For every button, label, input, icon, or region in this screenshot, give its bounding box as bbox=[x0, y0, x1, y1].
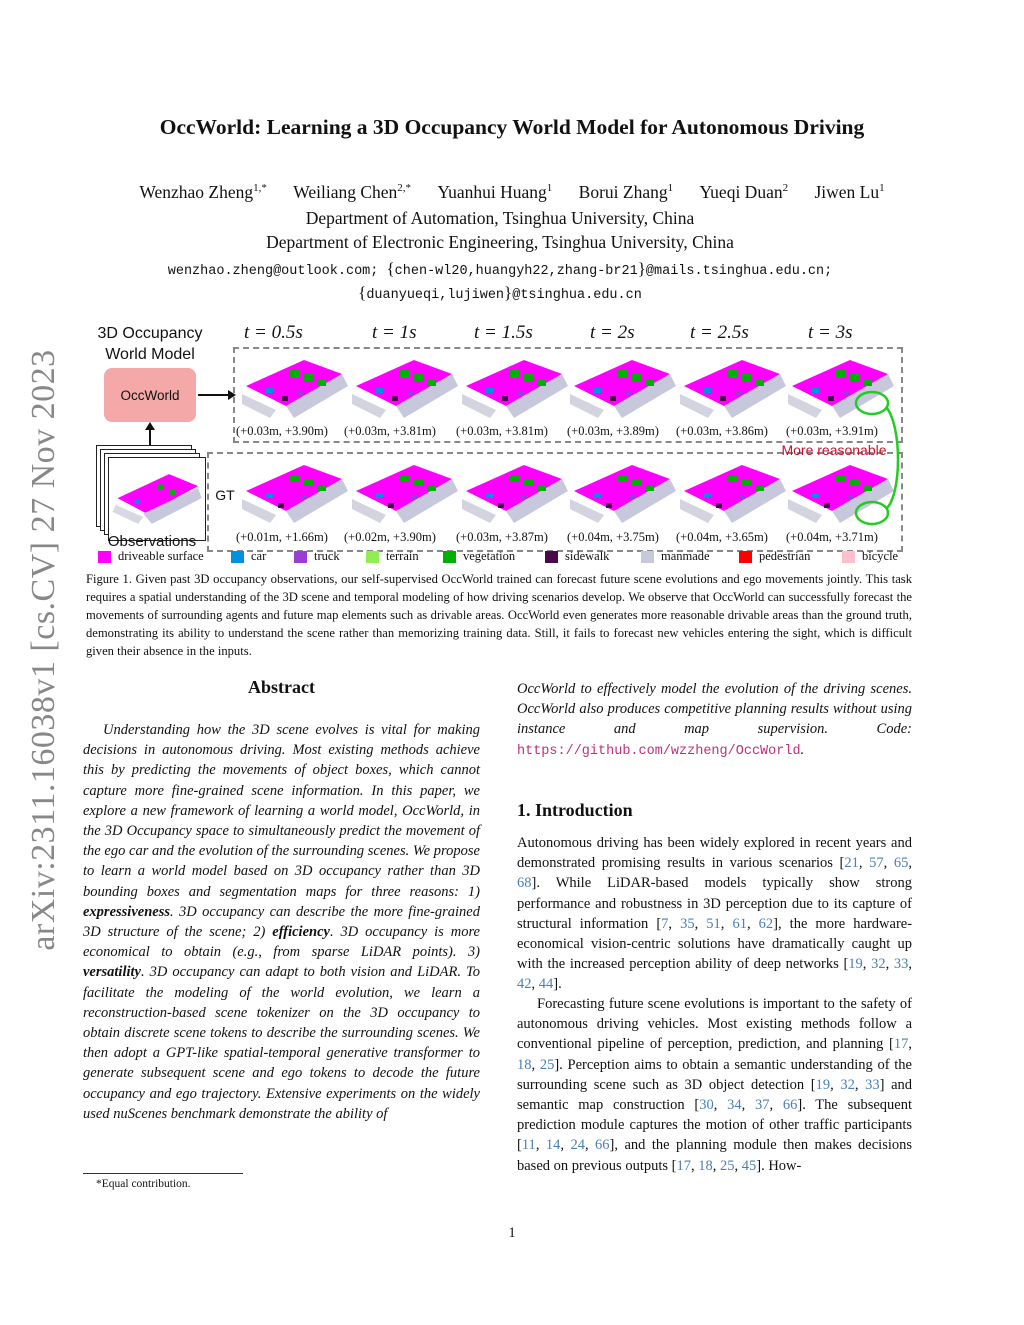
legend-item: vegetation bbox=[443, 549, 515, 564]
citation-link[interactable]: 19 bbox=[815, 1076, 831, 1093]
arxiv-id: arXiv:2311.16038v1 [cs.CV] 27 Nov 2023 bbox=[25, 349, 62, 951]
citation-link[interactable]: 68 bbox=[517, 875, 532, 892]
more-reasonable-label: More reasonable bbox=[781, 442, 887, 458]
author: Yueqi Duan$^2$ bbox=[699, 182, 789, 202]
legend-swatch bbox=[443, 551, 456, 563]
abstract-heading-wrap bbox=[83, 677, 480, 697]
citation-link[interactable]: 32 bbox=[840, 1076, 855, 1093]
gt-coord: (+0.03m, +3.87m) bbox=[456, 530, 548, 544]
legend-swatch bbox=[231, 551, 244, 563]
figure-arrows bbox=[100, 340, 240, 460]
citation-link[interactable]: 14 bbox=[545, 1137, 561, 1154]
footnote-rule bbox=[83, 1173, 243, 1174]
intro-heading: 1. Introduction bbox=[517, 800, 633, 820]
paper-title: OccWorld: Learning a 3D Occupancy World Model for Autonomous Driving bbox=[159, 115, 865, 139]
page-number: 1 bbox=[508, 1225, 516, 1241]
legend-item: bicycle bbox=[842, 549, 898, 564]
citation-link[interactable]: 30 bbox=[699, 1097, 714, 1114]
intro-paragraph-1: Autonomous driving has been widely explored in recent years and demonstrated promising results in various scenarios [21, 57, 65, 68]. While LiDAR-based models typically show strong performance and robustness in 3D perception due to its capture of structural information [7, 35, 51, 61, 62], the more hardware-economical vision-centric solutions have dramatically caught up with the increased perception ability of deep networks [19, 32, 33, 42, 44]. bbox=[517, 835, 913, 993]
footnote: *Equal contribution. bbox=[96, 1178, 191, 1190]
figure-caption: Figure 1. Given past 3D occupancy observations, our self-supervised OccWorld trained can forecast future scene evolutions and ego movements jointly. This task requires a spatial understanding of the 3D scene and temporal modeling of how driving scenarios develop. We observe that OccWorld can successfully forecast the movements of surrounding agents and future map elements such as drivable areas. OccWorld even generates more reasonable drivable areas than the ground truth, demonstrating its ability to understand the scene rather than memorizing training data. Still, it fails to forecast new vehicles entering the sight, which is difficult given their absence in the inputs. bbox=[86, 572, 912, 658]
pred-coord: (+0.03m, +3.91m) bbox=[786, 424, 878, 438]
citation-link[interactable]: 51 bbox=[706, 915, 721, 932]
gt-coord: (+0.02m, +3.90m) bbox=[344, 530, 436, 544]
citation-link[interactable]: 18 bbox=[698, 1157, 713, 1174]
legend-swatch bbox=[545, 551, 558, 563]
legend-item: terrain bbox=[366, 549, 419, 564]
legend-swatch bbox=[739, 551, 752, 563]
legend-item: car bbox=[231, 549, 266, 564]
citation-link[interactable]: 34 bbox=[727, 1097, 742, 1114]
time-label: t = 1s bbox=[372, 322, 417, 343]
intro-heading-wrap bbox=[517, 800, 912, 820]
author: Borui Zhang$^1$ bbox=[578, 182, 674, 202]
affiliation-1: Department of Automation, Tsinghua University, China bbox=[305, 208, 695, 228]
citation-link[interactable]: 21 bbox=[844, 855, 859, 872]
pred-coord: (+0.03m, +3.90m) bbox=[236, 424, 328, 438]
time-label: t = 2.5s bbox=[690, 322, 749, 343]
code-link[interactable]: https://github.com/wzzheng/OccWorld bbox=[517, 743, 801, 759]
citation-link[interactable]: 45 bbox=[741, 1157, 757, 1174]
legend-item: pedestrian bbox=[739, 549, 810, 564]
abstract-heading: Abstract bbox=[248, 677, 315, 697]
author: Yuanhui Huang$^1$ bbox=[437, 182, 553, 202]
gt-coord: (+0.04m, +3.65m) bbox=[676, 530, 768, 544]
author: Wenzhao Zheng$^{1,*}$ bbox=[139, 182, 267, 202]
citation-link[interactable]: 33 bbox=[865, 1076, 880, 1093]
citation-link[interactable]: 37 bbox=[754, 1097, 770, 1114]
gt-label: GT bbox=[215, 487, 235, 503]
gt-coord: (+0.04m, +3.75m) bbox=[567, 530, 659, 544]
citation-link[interactable]: 32 bbox=[871, 956, 886, 973]
citation-link[interactable]: 11 bbox=[521, 1137, 536, 1154]
legend-swatch bbox=[294, 551, 307, 563]
citation-link[interactable]: 66 bbox=[782, 1097, 798, 1114]
email-line-2: {duanyueqi,lujiwen}@tsinghua.edu.cn bbox=[358, 283, 642, 303]
author-list bbox=[12, 182, 1012, 203]
abstract-continued: OccWorld to effectively model the evolution of the driving scenes. OccWorld also produces competitive planning results without using instance and map supervision. Code: https://github.com/wzzheng/OccWorld. bbox=[517, 681, 912, 759]
citation-link[interactable]: 61 bbox=[732, 915, 747, 932]
citation-link[interactable]: 62 bbox=[758, 915, 774, 932]
legend-swatch bbox=[98, 551, 111, 563]
citation-link[interactable]: 17 bbox=[893, 1036, 909, 1053]
figure-model-label: 3D Occupancy World Model bbox=[97, 325, 203, 363]
author: Weiliang Chen$^{2,*}$ bbox=[293, 182, 412, 202]
citation-link[interactable]: 7 bbox=[661, 915, 669, 932]
affiliation-2: Department of Electronic Engineering, Tsinghua University, China bbox=[266, 232, 734, 252]
legend-item: sidewalk bbox=[545, 549, 609, 564]
arxiv-stamp bbox=[14, 350, 74, 950]
pred-coord: (+0.03m, +3.86m) bbox=[676, 424, 768, 438]
observation-scene bbox=[109, 458, 205, 540]
citation-link[interactable]: 24 bbox=[570, 1137, 585, 1154]
occworld-box: OccWorld bbox=[104, 368, 196, 422]
citation-link[interactable]: 35 bbox=[680, 915, 695, 932]
pred-coord: (+0.03m, +3.81m) bbox=[344, 424, 436, 438]
citation-link[interactable]: 65 bbox=[893, 855, 909, 872]
citation-link[interactable]: 66 bbox=[595, 1137, 610, 1154]
observations-stack bbox=[96, 445, 208, 540]
observations-label: Observations bbox=[107, 533, 197, 550]
citation-link[interactable]: 42 bbox=[517, 976, 532, 993]
pred-coord: (+0.03m, +3.81m) bbox=[456, 424, 548, 438]
prediction-scenes bbox=[236, 350, 898, 422]
time-label: t = 1.5s bbox=[474, 322, 533, 343]
email-line-1: wenzhao.zheng@outlook.com; {chen-wl20,huangyh22,zhang-br21}@mails.tsinghua.edu.cn; bbox=[167, 259, 833, 279]
time-label: t = 2s bbox=[590, 322, 635, 343]
time-label: t = 3s bbox=[808, 322, 853, 343]
abstract-text: Understanding how the 3D scene evolves is vital for making decisions in autonomous driving. Most existing methods achieve this by predicting the movements of object boxes, which cannot capture more fine-grained scene information. In this paper, we explore a new framework of learning a world model, OccWorld, in the 3D Occupancy space to simultaneously predict the movement of the ego car and the evolution of the surrounding scenes. We propose to learn a world model based on 3D occupancy rather than 3D bounding boxes and segmentation maps for three reasons: 1) expressiveness. 3D occupancy can describe the more fine-grained 3D structure of the scene; 2) efficiency. 3D occupancy is more economical to obtain (e.g., from sparse LiDAR points). 3) versatility. 3D occupancy can adapt to both vision and LiDAR. To facilitate the modeling of the world evolution, we learn a reconstruction-based scene tokenizer on the 3D occupancy to obtain discrete scene tokens to describe the surrounding scenes. We then adopt a GPT-like spatial-temporal generative transformer to generate subsequent scene and ego tokens to decode the future occupancy and ego trajectory. Extensive experiments on the widely used nuScenes benchmark demonstrate the ability of bbox=[83, 722, 480, 1122]
pred-coord: (+0.03m, +3.89m) bbox=[567, 424, 659, 438]
legend-item: truck bbox=[294, 549, 340, 564]
figure-legend bbox=[98, 549, 908, 565]
citation-link[interactable]: 19 bbox=[848, 956, 863, 973]
legend-swatch bbox=[842, 551, 855, 563]
citation-link[interactable]: 25 bbox=[719, 1157, 735, 1174]
citation-link[interactable]: 17 bbox=[676, 1157, 691, 1174]
citation-link[interactable]: 25 bbox=[539, 1056, 555, 1073]
legend-swatch bbox=[641, 551, 654, 563]
author: Jiwen Lu$^1$ bbox=[814, 182, 885, 202]
citation-link[interactable]: 33 bbox=[893, 956, 909, 973]
gt-coord: (+0.01m, +1.66m) bbox=[236, 530, 328, 544]
legend-swatch bbox=[366, 551, 379, 563]
citation-link[interactable]: 44 bbox=[538, 976, 554, 993]
ground-truth-scenes bbox=[236, 455, 898, 527]
citation-link[interactable]: 18 bbox=[517, 1056, 532, 1073]
gt-coord: (+0.04m, +3.71m) bbox=[786, 530, 878, 544]
legend-item: driveable surface bbox=[98, 549, 204, 564]
citation-link[interactable]: 57 bbox=[869, 855, 884, 872]
time-label: t = 0.5s bbox=[244, 322, 303, 343]
legend-item: manmade bbox=[641, 549, 710, 564]
intro-paragraph-2: Forecasting future scene evolutions is important to the safety of autonomous driving vehicles. Most existing methods follow a conventional pipeline of perception, prediction, and planning [17, 18, 25]. Perception aims to obtain a semantic understanding of the surrounding scene such as 3D object detection [19, 32, 33] and semantic map construction [30, 34, 37, 66]. The subsequent prediction module captures the motion of other traffic participants [11, 14, 24, 66], and the planning module then makes decisions based on previous outputs [17, 18, 25, 45]. How- bbox=[517, 996, 913, 1174]
